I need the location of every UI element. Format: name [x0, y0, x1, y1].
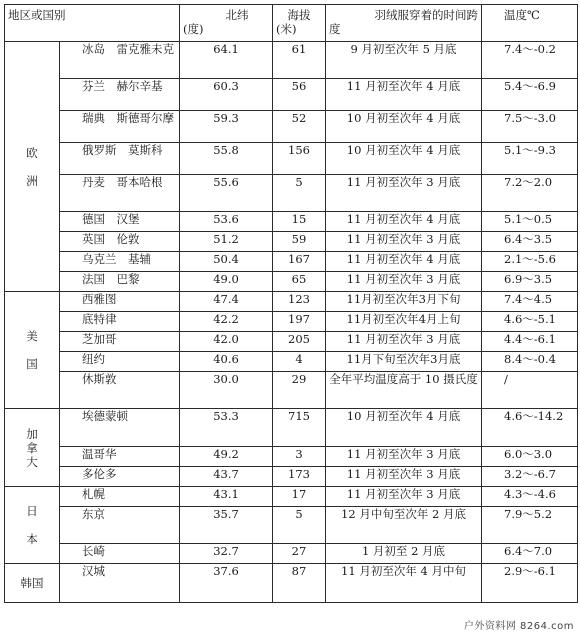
header-latitude-line2: (度) [183, 22, 204, 36]
latitude-cell: 42.0 [180, 332, 273, 352]
period-cell: 11 月初至次年 4 月底 [326, 252, 482, 272]
period-cell: 10 月初至次年 4 月底 [326, 409, 482, 447]
header-period-line1: 羽绒服穿着的时间跨 [374, 8, 478, 22]
period-cell: 11 月初至次年 3 月底 [326, 272, 482, 292]
period-cell: 11月初至次年3月下旬 [326, 292, 482, 312]
period-cell: 11月初至次年4月上旬 [326, 312, 482, 332]
period-cell: 11月下旬至次年3月底 [326, 352, 482, 372]
region-cell: 韩国 [5, 564, 60, 603]
altitude-cell: 167 [273, 252, 326, 272]
temperature-cell: 5.1～0.5 [482, 212, 578, 232]
city-cell: 芬兰 赫尔辛基 [60, 79, 180, 111]
altitude-cell: 173 [273, 467, 326, 487]
table-row [5, 507, 578, 544]
header-period-line2: 度 [329, 22, 341, 36]
table-row [5, 312, 578, 332]
period-cell: 11 月初至次年 3 月底 [326, 332, 482, 352]
city-cell: 英国 伦敦 [60, 232, 180, 252]
temperature-cell: 7.4～4.5 [482, 292, 578, 312]
period-cell: 11 月初至次年 4 月中旬 [326, 564, 482, 603]
latitude-cell: 64.1 [180, 42, 273, 79]
altitude-cell: 5 [273, 175, 326, 212]
city-cell: 埃德蒙顿 [60, 409, 180, 447]
period-cell: 全年平均温度高于 10 摄氏度 [326, 372, 482, 409]
table-row [5, 564, 578, 603]
altitude-cell: 123 [273, 292, 326, 312]
city-cell: 西雅图 [60, 292, 180, 312]
table-row [5, 372, 578, 409]
temperature-cell: 4.4～-6.1 [482, 332, 578, 352]
table-row [5, 409, 578, 447]
latitude-cell: 42.2 [180, 312, 273, 332]
latitude-cell: 50.4 [180, 252, 273, 272]
period-cell: 11 月初至次年 4 月底 [326, 212, 482, 232]
region-cell: 加 拿 大 [5, 409, 60, 487]
latitude-cell: 55.8 [180, 143, 273, 175]
temperature-cell: / [482, 372, 578, 409]
table-row [5, 42, 578, 79]
temperature-cell: 4.6～-5.1 [482, 312, 578, 332]
period-cell: 9 月初至次年 5 月底 [326, 42, 482, 79]
latitude-cell: 35.7 [180, 507, 273, 544]
city-cell: 札幌 [60, 487, 180, 507]
latitude-cell: 55.6 [180, 175, 273, 212]
temperature-cell: 3.2～-6.7 [482, 467, 578, 487]
period-cell: 11 月初至次年 4 月底 [326, 79, 482, 111]
city-cell: 乌克兰 基辅 [60, 252, 180, 272]
city-cell: 长崎 [60, 544, 180, 564]
altitude-cell: 197 [273, 312, 326, 332]
temperature-cell: 6.0～3.0 [482, 447, 578, 467]
table-row [5, 292, 578, 312]
table-row [5, 544, 578, 564]
period-cell: 11 月初至次年 3 月底 [326, 447, 482, 467]
altitude-cell: 61 [273, 42, 326, 79]
temperature-cell: 5.4～-6.9 [482, 79, 578, 111]
period-cell: 11 月初至次年 3 月底 [326, 467, 482, 487]
header-period [326, 5, 482, 42]
city-cell: 温哥华 [60, 447, 180, 467]
temperature-cell: 7.2～2.0 [482, 175, 578, 212]
table-row [5, 447, 578, 467]
city-cell: 汉城 [60, 564, 180, 603]
period-cell: 11 月初至次年 3 月底 [326, 175, 482, 212]
header-latitude [180, 5, 273, 42]
header-region: 地区或国别 [5, 5, 180, 42]
header-altitude [273, 5, 326, 42]
city-cell: 丹麦 哥本哈根 [60, 175, 180, 212]
latitude-cell: 43.7 [180, 467, 273, 487]
table-row [5, 252, 578, 272]
table-row [5, 487, 578, 507]
city-cell: 瑞典 斯德哥尔摩 [60, 111, 180, 143]
table-row [5, 111, 578, 143]
table-row [5, 143, 578, 175]
city-cell: 东京 [60, 507, 180, 544]
header-altitude-line2: (米) [276, 22, 297, 36]
temperature-cell: 7.9～5.2 [482, 507, 578, 544]
table-row [5, 272, 578, 292]
altitude-cell: 87 [273, 564, 326, 603]
altitude-cell: 27 [273, 544, 326, 564]
period-cell: 11 月初至次年 3 月底 [326, 232, 482, 252]
temperature-cell: 7.5～-3.0 [482, 111, 578, 143]
table-row [5, 232, 578, 252]
altitude-cell: 715 [273, 409, 326, 447]
city-cell: 德国 汉堡 [60, 212, 180, 232]
altitude-cell: 5 [273, 507, 326, 544]
latitude-cell: 51.2 [180, 232, 273, 252]
header-temperature: 温度℃ [482, 5, 578, 42]
altitude-cell: 59 [273, 232, 326, 252]
latitude-cell: 40.6 [180, 352, 273, 372]
period-cell: 10 月初至次年 4 月底 [326, 111, 482, 143]
table-row [5, 212, 578, 232]
city-cell: 多伦多 [60, 467, 180, 487]
latitude-cell: 53.6 [180, 212, 273, 232]
city-cell: 纽约 [60, 352, 180, 372]
region-cell: 日 本 [5, 487, 60, 564]
latitude-cell: 47.4 [180, 292, 273, 312]
table-row [5, 79, 578, 111]
table-row [5, 332, 578, 352]
latitude-cell: 59.3 [180, 111, 273, 143]
latitude-cell: 49.0 [180, 272, 273, 292]
latitude-cell: 43.1 [180, 487, 273, 507]
latitude-cell: 49.2 [180, 447, 273, 467]
clothing-climate-table [4, 4, 578, 603]
latitude-cell: 32.7 [180, 544, 273, 564]
altitude-cell: 205 [273, 332, 326, 352]
table-row [5, 352, 578, 372]
altitude-cell: 29 [273, 372, 326, 409]
temperature-cell: 7.4～-0.2 [482, 42, 578, 79]
region-cell: 欧 洲 [5, 42, 60, 292]
temperature-cell: 6.4～3.5 [482, 232, 578, 252]
altitude-cell: 56 [273, 79, 326, 111]
period-cell: 12 月中旬至次年 2 月底 [326, 507, 482, 544]
header-latitude-line1: 北纬 [225, 8, 249, 22]
temperature-cell: 2.1～-5.6 [482, 252, 578, 272]
table-row [5, 175, 578, 212]
latitude-cell: 53.3 [180, 409, 273, 447]
latitude-cell: 60.3 [180, 79, 273, 111]
period-cell: 11 月初至次年 3 月底 [326, 487, 482, 507]
temperature-cell: 8.4～-0.4 [482, 352, 578, 372]
period-cell: 10 月初至次年 4 月底 [326, 143, 482, 175]
latitude-cell: 37.6 [180, 564, 273, 603]
altitude-cell: 4 [273, 352, 326, 372]
city-cell: 法国 巴黎 [60, 272, 180, 292]
watermark: 户外资料网 8264.com [463, 621, 574, 632]
city-cell: 底特律 [60, 312, 180, 332]
altitude-cell: 15 [273, 212, 326, 232]
latitude-cell: 30.0 [180, 372, 273, 409]
city-cell: 冰岛 雷克雅未克 [60, 42, 180, 79]
altitude-cell: 52 [273, 111, 326, 143]
temperature-cell: 5.1～-9.3 [482, 143, 578, 175]
period-cell: 1 月初至 2 月底 [326, 544, 482, 564]
temperature-cell: 6.9～3.5 [482, 272, 578, 292]
altitude-cell: 3 [273, 447, 326, 467]
temperature-cell: 6.4～7.0 [482, 544, 578, 564]
header-row [5, 5, 578, 42]
altitude-cell: 65 [273, 272, 326, 292]
temperature-cell: 4.6～-14.2 [482, 409, 578, 447]
city-cell: 休斯敦 [60, 372, 180, 409]
region-cell: 美 国 [5, 292, 60, 409]
temperature-cell: 4.3～-4.6 [482, 487, 578, 507]
city-cell: 芝加哥 [60, 332, 180, 352]
header-altitude-line1: 海拔 [287, 8, 311, 22]
altitude-cell: 17 [273, 487, 326, 507]
altitude-cell: 156 [273, 143, 326, 175]
temperature-cell: 2.9～-6.1 [482, 564, 578, 603]
city-cell: 俄罗斯 莫斯科 [60, 143, 180, 175]
table-row [5, 467, 578, 487]
